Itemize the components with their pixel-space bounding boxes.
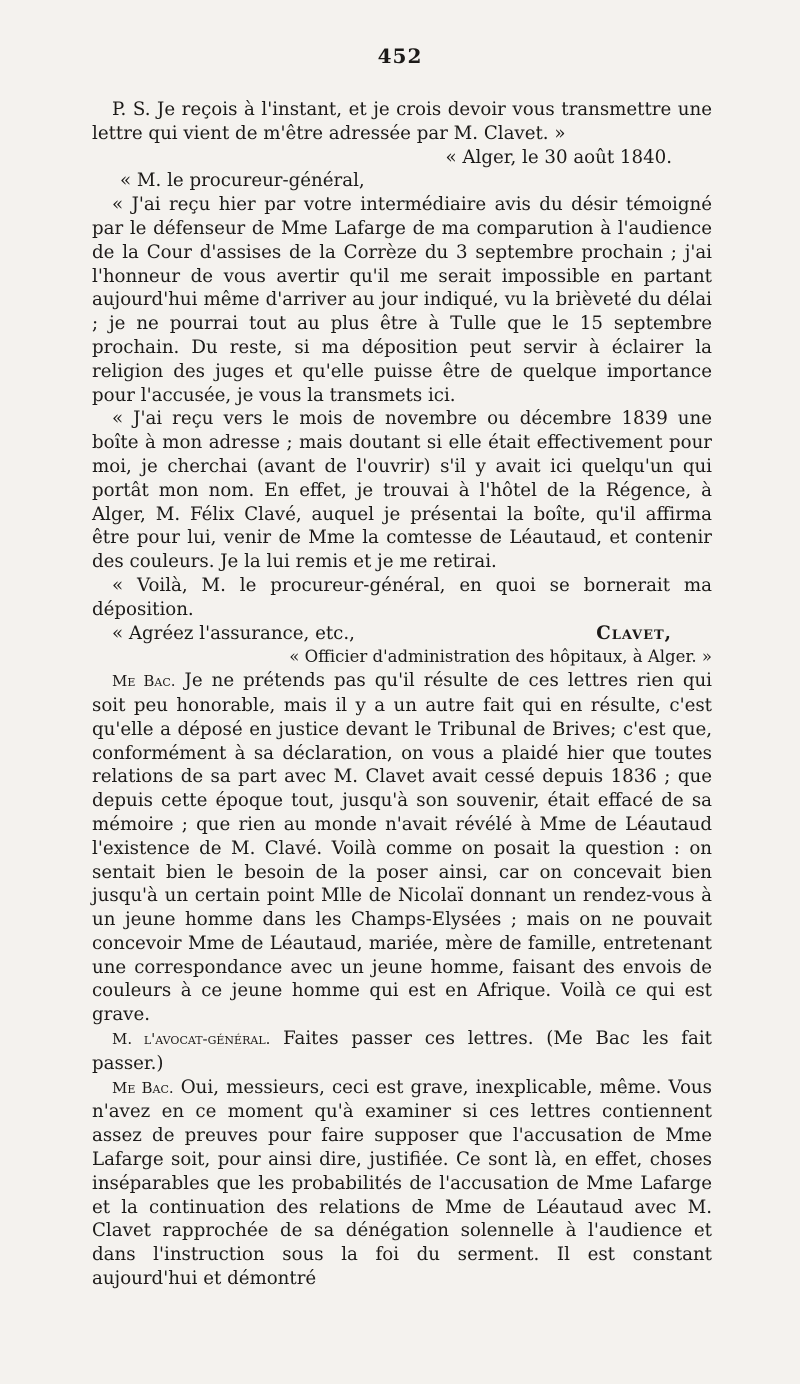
letter-salutation: « M. le procureur-général,	[120, 170, 365, 192]
letter-paragraph: « J'ai reçu vers le mois de novembre ou décembre 1839 une boîte à mon adresse ; mais doutant si elle était effectivement pour moi, je cherchai (avant de l'ouvrir) s'il y avait ici quelqu'un qui portât mon nom. En effet, je trouvai à l'hôtel de la Régence, à Alger, M. Félix Clavé, auquel je présentai la boîte, qu'il affirma être pour lui, venir de Mme la comtesse de Léautaud, et contenir des couleurs. Je la lui remis et je me retirai.	[92, 408, 712, 573]
speaker-label: Me Bac.	[112, 1078, 174, 1097]
page-number: 452	[377, 44, 423, 68]
letter-paragraph: « Voilà, M. le procureur-général, en quoi se bornerait ma déposition.	[92, 574, 712, 620]
letter-dateline: « Alger, le 30 août 1840.	[445, 146, 672, 168]
speech-text: Faites passer ces lettres. (Me Bac les fait passer.)	[92, 1028, 712, 1074]
closing-formula: « Agréez l'assurance, etc.,	[112, 622, 355, 644]
speech-text: Oui, messieurs, ceci est grave, inexplicable, même. Vous n'avez en ce moment qu'à examiner si ces lettres contiennent assez de preuves pour faire supposer que l'accusation de Mme Lafarge soit, pour ainsi dire, justifiée. Ce sont là, en effet, choses inséparables que les probabilités de l'accusation de Mme Lafarge et la continuation des relations de Mme de Léautaud avec M. Clavet rapprochée de sa dénégation solennelle à l'audience et dans l'instruction sous la foi du serment. Il est constant aujourd'hui et démontré	[92, 1076, 712, 1290]
body-text	[92, 98, 712, 1291]
speaker-label: M. l'avocat-général.	[112, 1030, 271, 1049]
signature: Clavet,	[596, 622, 672, 644]
letter-closing	[92, 622, 712, 646]
speaker-label: Me Bac.	[112, 672, 176, 691]
speech-paragraph	[92, 669, 712, 1027]
speech-paragraph	[92, 1076, 712, 1291]
speech-text: Je ne prétends pas qu'il résulte de ces lettres rien qui soit peu honorable, mais il y a un autre fait qui en résulte, c'est qu'elle a déposé en justice devant le Tribunal de Brives; c'est que, conformément à sa déclaration, on vous a plaidé hier que toutes relations de sa part avec M. Clavet avait cessé depuis 1836 ; que depuis cette époque tout, jusqu'à son souvenir, était effacé de sa mémoire ; que rien au monde n'avait révélé à Mme de Léautaud l'existence de M. Clavé. Voilà comme on posait la question : on sentait bien le besoin de la poser ainsi, car on concevait bien jusqu'à un certain point Mlle de Nicolaï donnant un rendez-vous à un jeune homme dans les Champs-Elysées ; mais on ne pouvait concevoir Mme de Léautaud, mariée, mère de famille, entretenant une correspondance avec un jeune homme, faisant des envois de couleurs à ce jeune homme qui est en Afrique. Voilà ce qui est grave.	[92, 670, 712, 1026]
speech-paragraph	[92, 1027, 712, 1076]
signature-title: « Officier d'administration des hôpitaux, à Alger. »	[289, 647, 712, 667]
letter-paragraph: « J'ai reçu hier par votre intermédiaire avis du désir témoigné par le défenseur de Mme Lafarge de ma comparution à l'audience de la Cour d'assises de la Corrèze du 3 septembre prochain ; j'ai l'honneur de vous avertir qu'il me serait impossible en partant aujourd'hui même d'arriver au jour indiqué, vu la brièveté du délai ; je ne pourrai tout au plus être à Tulle que le 15 septembre prochain. Du reste, si ma déposition peut servir à éclairer la religion des juges et qu'elle puisse être de quelque importance pour l'accusée, je vous la transmets ici.	[92, 194, 712, 406]
postscript-paragraph: P. S. Je reçois à l'instant, et je crois devoir vous transmettre une lettre qui vient de m'être adressée par M. Clavet. »	[92, 99, 712, 144]
